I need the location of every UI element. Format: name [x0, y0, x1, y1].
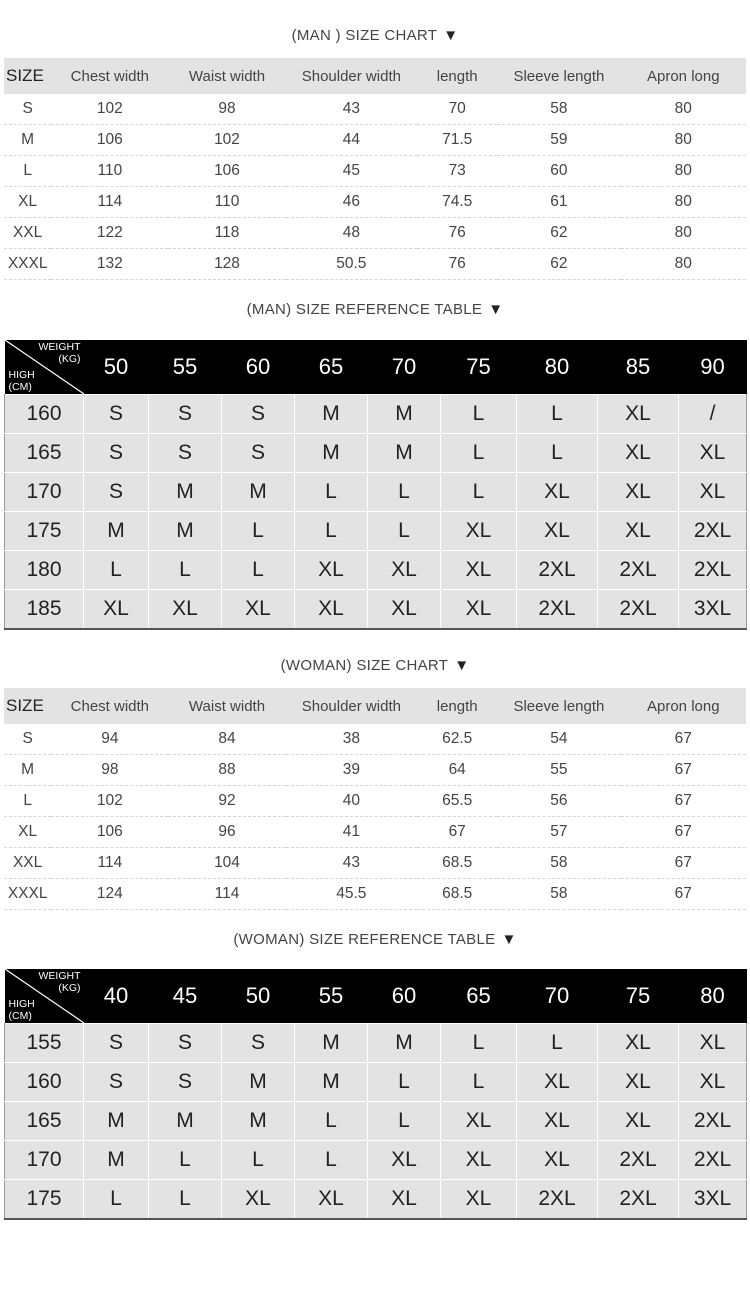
size-cell: XL	[441, 551, 517, 590]
size-cell: M	[149, 1102, 222, 1141]
measurement-cell: 46	[286, 187, 418, 218]
size-cell: XL	[598, 473, 679, 512]
size-cell: XL	[441, 1102, 517, 1141]
measurement-cell: 98	[51, 755, 168, 786]
table-row	[5, 434, 747, 473]
measurement-cell: 55	[497, 755, 620, 786]
man-reference-title-text: (MAN) SIZE REFERENCE TABLE	[246, 301, 483, 318]
size-cell: S	[84, 1063, 149, 1102]
height-label	[9, 369, 35, 393]
size-cell: L	[368, 512, 441, 551]
size-cell: 2XL	[517, 590, 598, 630]
size-cell: L	[441, 1024, 517, 1063]
measurement-cell: 45.5	[286, 879, 418, 910]
table-row	[5, 590, 747, 630]
size-cell: XL	[441, 590, 517, 630]
table-row	[4, 755, 746, 786]
measurement-cell: 114	[168, 879, 285, 910]
size-cell: XL	[368, 590, 441, 630]
height-cell: 185	[5, 590, 84, 630]
measurement-cell: 80	[621, 249, 746, 280]
size-label-cell: XXL	[4, 218, 51, 249]
size-cell: 2XL	[598, 1141, 679, 1180]
size-cell: XL	[295, 551, 368, 590]
measurement-cell: 106	[51, 817, 168, 848]
weight-column-header: 55	[149, 340, 222, 395]
table-row	[4, 94, 746, 125]
height-cell: 170	[5, 473, 84, 512]
size-cell: L	[441, 473, 517, 512]
measurement-cell: 67	[621, 848, 746, 879]
measurement-cell: 98	[168, 94, 285, 125]
weight-column-header: 65	[295, 340, 368, 395]
size-cell: XL	[517, 1102, 598, 1141]
weight-column-header: 45	[149, 969, 222, 1024]
size-cell: S	[149, 1024, 222, 1063]
size-cell: 2XL	[517, 551, 598, 590]
man-size-chart-table	[4, 58, 746, 280]
size-cell: L	[84, 551, 149, 590]
column-header: Waist width	[168, 688, 285, 724]
measurement-cell: 71.5	[417, 125, 497, 156]
size-cell: M	[368, 434, 441, 473]
measurement-cell: 41	[286, 817, 418, 848]
triangle-down-icon: ▼	[443, 27, 459, 44]
weight-label-text: WEIGHT	[38, 970, 81, 982]
size-cell: 2XL	[517, 1180, 598, 1220]
size-cell: XL	[598, 1102, 679, 1141]
size-label-cell: XL	[4, 187, 51, 218]
weight-column-header: 75	[598, 969, 679, 1024]
size-cell: XL	[598, 434, 679, 473]
table-row	[4, 156, 746, 187]
column-header: Shoulder width	[286, 688, 418, 724]
measurement-cell: 114	[51, 187, 168, 218]
size-cell: L	[149, 551, 222, 590]
column-header: SIZE	[4, 688, 51, 724]
measurement-cell: 122	[51, 218, 168, 249]
size-cell: 2XL	[679, 1141, 747, 1180]
size-cell: M	[295, 395, 368, 434]
measurement-cell: 39	[286, 755, 418, 786]
weight-column-header: 80	[517, 340, 598, 395]
measurement-cell: 56	[497, 786, 620, 817]
size-cell: L	[517, 395, 598, 434]
measurement-cell: 62	[497, 249, 620, 280]
measurement-cell: 45	[286, 156, 418, 187]
measurement-cell: 114	[51, 848, 168, 879]
table-row	[5, 1141, 747, 1180]
size-label-cell: S	[4, 94, 51, 125]
height-cell: 165	[5, 434, 84, 473]
man-reference-title	[0, 301, 750, 318]
measurement-cell: 74.5	[417, 187, 497, 218]
size-cell: XL	[598, 395, 679, 434]
size-cell: M	[295, 434, 368, 473]
measurement-cell: 67	[621, 786, 746, 817]
table-row	[5, 551, 747, 590]
measurement-cell: 67	[417, 817, 497, 848]
measurement-cell: 73	[417, 156, 497, 187]
size-cell: L	[295, 512, 368, 551]
weight-column-header: 50	[84, 340, 149, 395]
woman-reference-title-text: (WOMAN) SIZE REFERENCE TABLE	[233, 931, 496, 948]
size-cell: S	[84, 434, 149, 473]
size-cell: L	[149, 1141, 222, 1180]
measurement-cell: 54	[497, 724, 620, 755]
measurement-cell: 59	[497, 125, 620, 156]
size-cell: L	[222, 1141, 295, 1180]
table-row	[5, 395, 747, 434]
table-header-row	[5, 340, 747, 395]
weight-column-header: 60	[222, 340, 295, 395]
column-header: Apron long	[621, 58, 746, 94]
column-header: length	[417, 58, 497, 94]
size-cell: 2XL	[598, 1180, 679, 1220]
weight-column-header: 70	[517, 969, 598, 1024]
size-cell: L	[517, 1024, 598, 1063]
size-cell: L	[441, 1063, 517, 1102]
column-header: length	[417, 688, 497, 724]
size-cell: L	[295, 1102, 368, 1141]
size-cell: XL	[368, 1180, 441, 1220]
measurement-cell: 84	[168, 724, 285, 755]
measurement-cell: 67	[621, 879, 746, 910]
size-cell: XL	[517, 1141, 598, 1180]
size-cell: L	[295, 473, 368, 512]
size-cell: L	[441, 395, 517, 434]
weight-height-corner-cell	[5, 969, 84, 1024]
woman-size-chart-title-text: (WOMAN) SIZE CHART	[280, 657, 449, 674]
column-header: Chest width	[51, 688, 168, 724]
size-cell: L	[368, 473, 441, 512]
size-cell: XL	[368, 551, 441, 590]
measurement-cell: 88	[168, 755, 285, 786]
size-cell: XL	[441, 512, 517, 551]
table-row	[4, 218, 746, 249]
size-cell: XL	[222, 590, 295, 630]
weight-unit-text: (KG)	[58, 353, 81, 365]
size-label-cell: S	[4, 724, 51, 755]
measurement-cell: 60	[497, 156, 620, 187]
measurement-cell: 110	[168, 187, 285, 218]
size-cell: XL	[517, 1063, 598, 1102]
measurement-cell: 94	[51, 724, 168, 755]
measurement-cell: 106	[168, 156, 285, 187]
height-cell: 160	[5, 395, 84, 434]
measurement-cell: 118	[168, 218, 285, 249]
weight-column-header: 70	[368, 340, 441, 395]
size-cell: 2XL	[679, 1102, 747, 1141]
size-cell: L	[441, 434, 517, 473]
woman-reference-table	[4, 969, 747, 1220]
measurement-cell: 96	[168, 817, 285, 848]
column-header: SIZE	[4, 58, 51, 94]
table-row	[4, 125, 746, 156]
table-row	[5, 1180, 747, 1220]
weight-column-header: 40	[84, 969, 149, 1024]
height-unit-text: (CM)	[8, 1010, 32, 1022]
height-label-text: HIGH	[8, 998, 35, 1010]
weight-label	[39, 970, 81, 994]
size-cell: L	[222, 551, 295, 590]
measurement-cell: 70	[417, 94, 497, 125]
size-cell: M	[368, 395, 441, 434]
measurement-cell: 92	[168, 786, 285, 817]
measurement-cell: 58	[497, 848, 620, 879]
measurement-cell: 58	[497, 879, 620, 910]
size-cell: L	[295, 1141, 368, 1180]
measurement-cell: 110	[51, 156, 168, 187]
measurement-cell: 80	[621, 94, 746, 125]
measurement-cell: 48	[286, 218, 418, 249]
measurement-cell: 80	[621, 156, 746, 187]
table-row	[5, 1102, 747, 1141]
size-cell: XL	[517, 473, 598, 512]
measurement-cell: 44	[286, 125, 418, 156]
measurement-cell: 124	[51, 879, 168, 910]
woman-size-chart-title	[0, 657, 750, 674]
table-header-row	[4, 688, 746, 724]
measurement-cell: 76	[417, 249, 497, 280]
weight-height-corner-cell	[5, 340, 84, 395]
measurement-cell: 128	[168, 249, 285, 280]
size-cell: S	[149, 395, 222, 434]
measurement-cell: 67	[621, 755, 746, 786]
size-cell: S	[84, 473, 149, 512]
height-cell: 155	[5, 1024, 84, 1063]
size-cell: S	[149, 434, 222, 473]
measurement-cell: 68.5	[417, 848, 497, 879]
measurement-cell: 58	[497, 94, 620, 125]
weight-label	[39, 341, 81, 365]
measurement-cell: 80	[621, 187, 746, 218]
size-cell: S	[84, 1024, 149, 1063]
weight-column-header: 65	[441, 969, 517, 1024]
size-cell: XL	[679, 473, 747, 512]
table-row	[4, 848, 746, 879]
size-cell: S	[222, 434, 295, 473]
size-cell: M	[84, 1102, 149, 1141]
size-cell: S	[222, 1024, 295, 1063]
size-cell: 2XL	[679, 551, 747, 590]
table-row	[5, 1024, 747, 1063]
size-cell: XL	[679, 1063, 747, 1102]
measurement-cell: 43	[286, 94, 418, 125]
table-row	[4, 786, 746, 817]
measurement-cell: 102	[51, 94, 168, 125]
size-cell: 2XL	[679, 512, 747, 551]
table-row	[4, 879, 746, 910]
size-cell: L	[149, 1180, 222, 1220]
column-header: Apron long	[621, 688, 746, 724]
size-cell: M	[368, 1024, 441, 1063]
size-cell: M	[222, 473, 295, 512]
size-label-cell: XXXL	[4, 879, 51, 910]
measurement-cell: 65.5	[417, 786, 497, 817]
height-cell: 170	[5, 1141, 84, 1180]
weight-label-text: WEIGHT	[38, 341, 81, 353]
measurement-cell: 40	[286, 786, 418, 817]
measurement-cell: 76	[417, 218, 497, 249]
table-row	[4, 817, 746, 848]
measurement-cell: 80	[621, 125, 746, 156]
size-cell: XL	[441, 1141, 517, 1180]
size-cell: L	[517, 434, 598, 473]
size-cell: XL	[679, 434, 747, 473]
size-cell: XL	[368, 1141, 441, 1180]
measurement-cell: 38	[286, 724, 418, 755]
weight-column-header: 50	[222, 969, 295, 1024]
height-label-text: HIGH	[8, 369, 35, 381]
size-cell: XL	[295, 1180, 368, 1220]
size-cell: L	[84, 1180, 149, 1220]
measurement-cell: 132	[51, 249, 168, 280]
height-unit-text: (CM)	[8, 381, 32, 393]
weight-unit-text: (KG)	[58, 982, 81, 994]
size-cell: XL	[149, 590, 222, 630]
column-header: Sleeve length	[497, 688, 620, 724]
measurement-cell: 102	[168, 125, 285, 156]
size-label-cell: XL	[4, 817, 51, 848]
triangle-down-icon: ▼	[501, 931, 517, 948]
size-label-cell: L	[4, 156, 51, 187]
height-cell: 180	[5, 551, 84, 590]
table-row	[4, 724, 746, 755]
table-header-row	[5, 969, 747, 1024]
measurement-cell: 106	[51, 125, 168, 156]
measurement-cell: 104	[168, 848, 285, 879]
measurement-cell: 57	[497, 817, 620, 848]
column-header: Waist width	[168, 58, 285, 94]
measurement-cell: 50.5	[286, 249, 418, 280]
size-cell: 3XL	[679, 590, 747, 630]
size-label-cell: L	[4, 786, 51, 817]
height-cell: 175	[5, 1180, 84, 1220]
size-cell: XL	[222, 1180, 295, 1220]
size-cell: XL	[598, 512, 679, 551]
size-cell: M	[222, 1063, 295, 1102]
measurement-cell: 67	[621, 817, 746, 848]
size-cell: XL	[441, 1180, 517, 1220]
table-row	[4, 249, 746, 280]
measurement-cell: 102	[51, 786, 168, 817]
size-cell: XL	[598, 1063, 679, 1102]
size-cell: M	[84, 1141, 149, 1180]
height-cell: 165	[5, 1102, 84, 1141]
size-cell: M	[222, 1102, 295, 1141]
size-cell: L	[222, 512, 295, 551]
weight-column-header: 85	[598, 340, 679, 395]
measurement-cell: 43	[286, 848, 418, 879]
measurement-cell: 80	[621, 218, 746, 249]
man-size-chart-title-text: (MAN ) SIZE CHART	[291, 27, 438, 44]
measurement-cell: 67	[621, 724, 746, 755]
table-row	[5, 512, 747, 551]
size-cell: XL	[84, 590, 149, 630]
size-cell: 3XL	[679, 1180, 747, 1220]
measurement-cell: 64	[417, 755, 497, 786]
size-cell: XL	[517, 512, 598, 551]
size-cell: M	[149, 473, 222, 512]
triangle-down-icon: ▼	[488, 301, 504, 318]
column-header: Chest width	[51, 58, 168, 94]
column-header: Sleeve length	[497, 58, 620, 94]
size-cell: S	[222, 395, 295, 434]
man-reference-table	[4, 340, 747, 630]
size-cell: XL	[598, 1024, 679, 1063]
measurement-cell: 62	[497, 218, 620, 249]
size-cell: XL	[295, 590, 368, 630]
size-label-cell: XXL	[4, 848, 51, 879]
size-cell: L	[368, 1063, 441, 1102]
size-cell: XL	[679, 1024, 747, 1063]
size-cell: 2XL	[598, 590, 679, 630]
size-cell: M	[149, 512, 222, 551]
size-cell: M	[295, 1063, 368, 1102]
size-label-cell: M	[4, 125, 51, 156]
size-cell: S	[149, 1063, 222, 1102]
size-cell: M	[84, 512, 149, 551]
height-cell: 160	[5, 1063, 84, 1102]
weight-column-header: 75	[441, 340, 517, 395]
size-cell: M	[295, 1024, 368, 1063]
weight-column-header: 60	[368, 969, 441, 1024]
table-header-row	[4, 58, 746, 94]
measurement-cell: 61	[497, 187, 620, 218]
woman-size-chart-table	[4, 688, 746, 910]
size-label-cell: M	[4, 755, 51, 786]
table-row	[5, 1063, 747, 1102]
size-cell: 2XL	[598, 551, 679, 590]
size-cell: /	[679, 395, 747, 434]
woman-reference-title	[0, 931, 750, 948]
height-label	[9, 998, 35, 1022]
measurement-cell: 62.5	[417, 724, 497, 755]
weight-column-header: 55	[295, 969, 368, 1024]
height-cell: 175	[5, 512, 84, 551]
size-label-cell: XXXL	[4, 249, 51, 280]
man-size-chart-title	[0, 27, 750, 44]
triangle-down-icon: ▼	[454, 657, 470, 674]
table-row	[4, 187, 746, 218]
column-header: Shoulder width	[286, 58, 418, 94]
table-row	[5, 473, 747, 512]
weight-column-header: 90	[679, 340, 747, 395]
size-cell: L	[368, 1102, 441, 1141]
measurement-cell: 68.5	[417, 879, 497, 910]
size-cell: S	[84, 395, 149, 434]
weight-column-header: 80	[679, 969, 747, 1024]
